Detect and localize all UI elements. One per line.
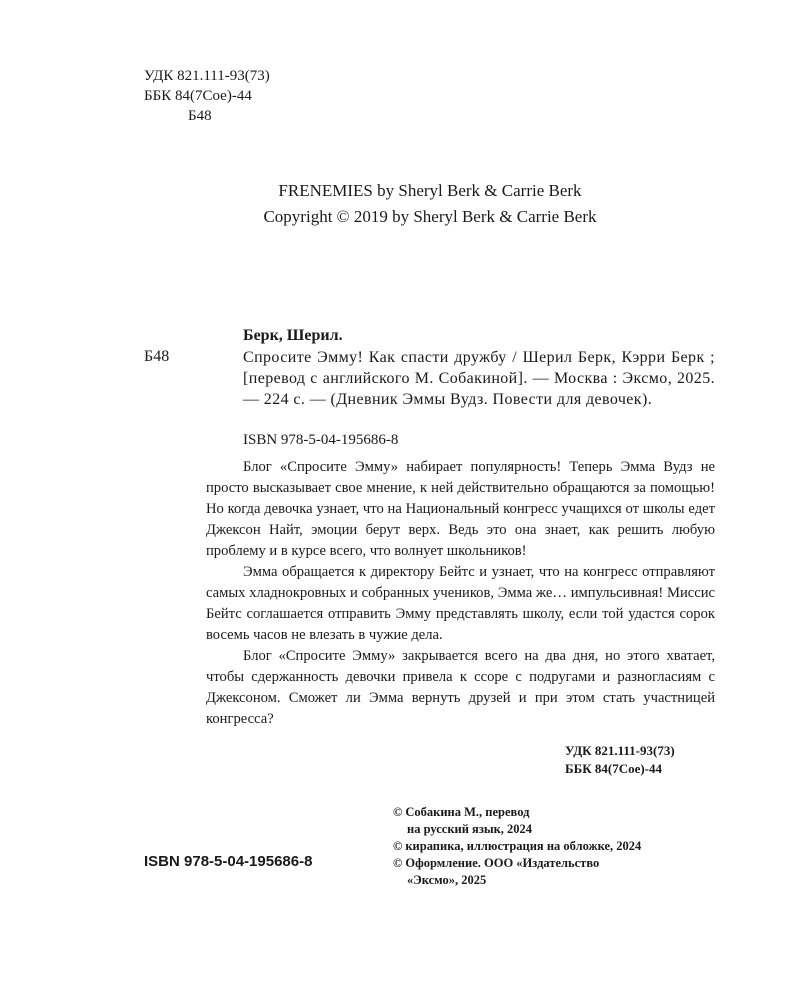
udk-code-repeat: УДК 821.111-93(73) — [565, 743, 675, 758]
design-copyright-cont: «Эксмо», 2025 — [407, 873, 487, 887]
bibliographic-description: Спросите Эмму! Как спасти дружбу / Шерил Берк, Кэрри Берк ; [перевод с английского М. Собакиной]. — Москва : Эксмо, 2025. — 224 с. — (Дневник Эммы Вудз. Повести для девочек). — [243, 349, 715, 408]
original-title-line: FRENEMIES by Sheryl Berk & Carrie Berk — [278, 181, 582, 200]
udk-code: УДК 821.111-93(73) — [144, 68, 270, 84]
classification-block — [144, 66, 270, 126]
copyright-mark: © — [393, 839, 403, 853]
copyright-mark: © — [393, 805, 403, 819]
cutter-code: Б48 — [144, 348, 170, 365]
translation-copyright: © Собакина М., перевод — [393, 805, 530, 819]
illustration-copyright: © кирапика, иллюстрация на обложке, 2024 — [393, 839, 642, 853]
author-heading: Берк, Шерил. — [243, 327, 343, 344]
annotation — [206, 457, 715, 730]
bibliographic-isbn: ISBN 978-5-04-195686-8 — [243, 432, 399, 448]
bbk-code: ББК 84(7Сое)-44 — [144, 88, 252, 104]
design-copyright: © Оформление. ООО «Издательство — [393, 856, 600, 870]
copyright-mark: © — [393, 856, 403, 870]
rights-block — [0, 178, 800, 230]
copyright-notices — [393, 804, 641, 889]
author-mark: Б48 — [188, 108, 212, 124]
isbn-bottom: ISBN 978-5-04-195686-8 — [144, 853, 313, 870]
annotation-paragraph: Эмма обращается к директору Бейтс и узнает, что на конгресс отправляют самых хладнокровных и собранных учеников, Эмма же… импульсивная! Миссис Бейтс соглашается отправить Эмму представлять школу, если той удастся сорок восемь часов не влезать в чужие дела. — [206, 564, 715, 643]
bbk-code-repeat: ББК 84(7Сое)-44 — [565, 761, 663, 776]
annotation-paragraph: Блог «Спросите Эмму» набирает популярность! Теперь Эмма Вудз не просто высказывает свое мнение, к ней действительно обращаются за помощью! Но когда девочка узнает, что на Национальный конгресс учащихся от школы едет Джексон Найт, эмоции берут верх. Ведь это она знает, как решить любую проблему и в курсе всего, что волнует школьников! — [206, 459, 715, 559]
classification-repeat — [565, 742, 675, 778]
annotation-paragraph: Блог «Спросите Эмму» закрывается всего на два дня, но этого хватает, чтобы сдержанность девочки привела к ссоре с подругами и разногласиям с Джексоном. Сможет ли Эмма вернуть друзей и при этом стать участницей конгресса? — [206, 648, 715, 727]
copyright-line: Copyright © 2019 by Sheryl Berk & Carrie Berk — [263, 207, 597, 226]
translation-copyright-cont: на русский язык, 2024 — [407, 822, 533, 836]
